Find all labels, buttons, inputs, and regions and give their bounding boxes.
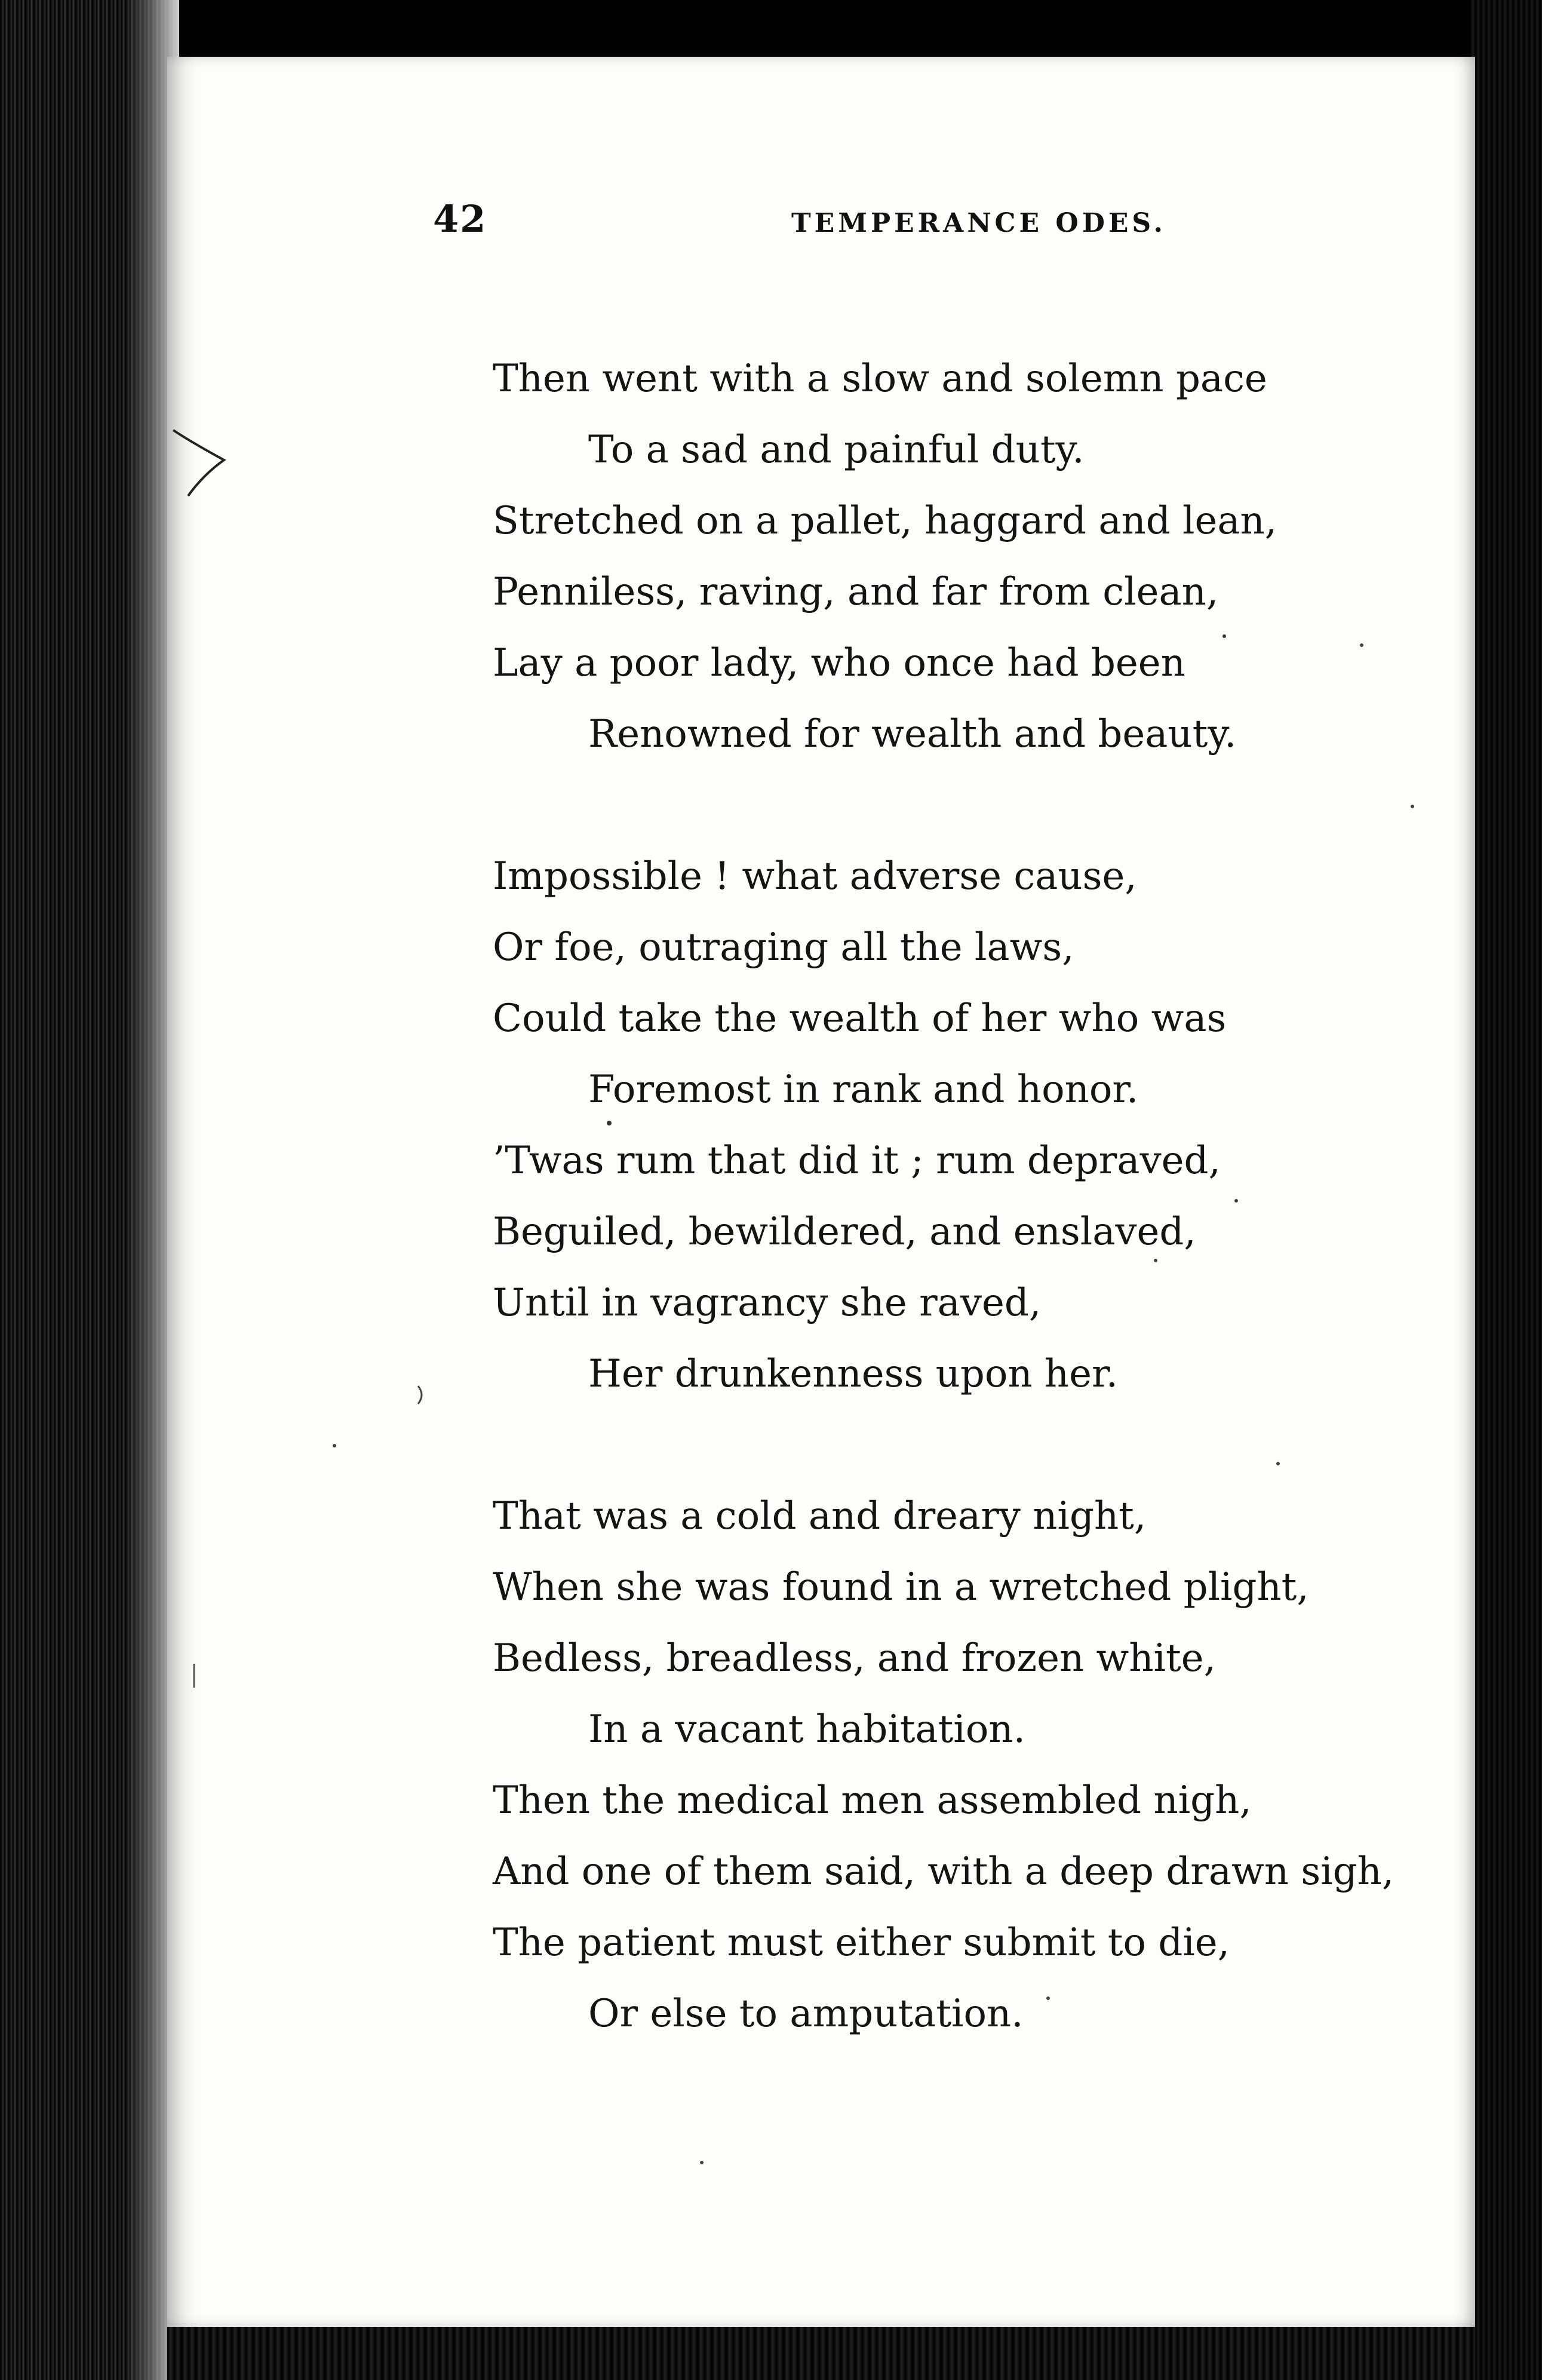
poem-line: The patient must either submit to die, <box>493 1921 1230 1965</box>
page-header <box>433 197 1191 251</box>
poem-line: Impossible ! what adverse cause, <box>493 854 1137 898</box>
page-number: 42 <box>433 197 487 241</box>
poem-line-indented: Renowned for wealth and beauty. <box>588 712 1237 756</box>
poem-line: That was a cold and dreary night, <box>493 1494 1147 1538</box>
poem-text <box>493 343 1448 2050</box>
poem-line-indented: Her drunkenness upon her. <box>588 1352 1118 1396</box>
stanza <box>493 1481 1448 2050</box>
poem-line: Or foe, outraging all the laws, <box>493 925 1074 970</box>
pencil-mark <box>173 430 224 496</box>
poem-line: Then the medical men assembled nigh, <box>493 1778 1252 1823</box>
poem-line: Penniless, raving, and far from clean, <box>493 570 1219 614</box>
poem-line-indented: Foremost in rank and honor. <box>588 1068 1139 1112</box>
stanza <box>493 841 1448 1410</box>
poem-line: When she was found in a wretched plight, <box>493 1565 1309 1609</box>
poem-line: ’Twas rum that did it ; rum depraved, <box>493 1139 1221 1183</box>
stanza <box>493 343 1448 770</box>
book-binding-shadow <box>0 0 179 2380</box>
poem-line: Then went with a slow and solemn pace <box>493 357 1267 401</box>
poem-line: And one of them said, with a deep drawn sigh, <box>493 1850 1394 1894</box>
poem-line: Could take the wealth of her who was <box>493 996 1227 1041</box>
poem-line: Until in vagrancy she raved, <box>493 1281 1042 1325</box>
running-title: TEMPERANCE ODES. <box>791 208 1166 238</box>
poem-line-indented: Or else to amputation. <box>588 1992 1024 2036</box>
bottom-page-edge <box>167 2318 1475 2380</box>
poem-line: Bedless, breadless, and frozen white, <box>493 1636 1216 1680</box>
poem-line: Beguiled, bewildered, and enslaved, <box>493 1210 1196 1254</box>
right-page-edge <box>1470 0 1542 2380</box>
poem-line-indented: In a vacant habitation. <box>588 1707 1025 1752</box>
poem-line: Stretched on a pallet, haggard and lean, <box>493 499 1277 543</box>
poem-line-indented: To a sad and painful duty. <box>588 428 1085 472</box>
poem-line: Lay a poor lady, who once had been <box>493 641 1185 685</box>
